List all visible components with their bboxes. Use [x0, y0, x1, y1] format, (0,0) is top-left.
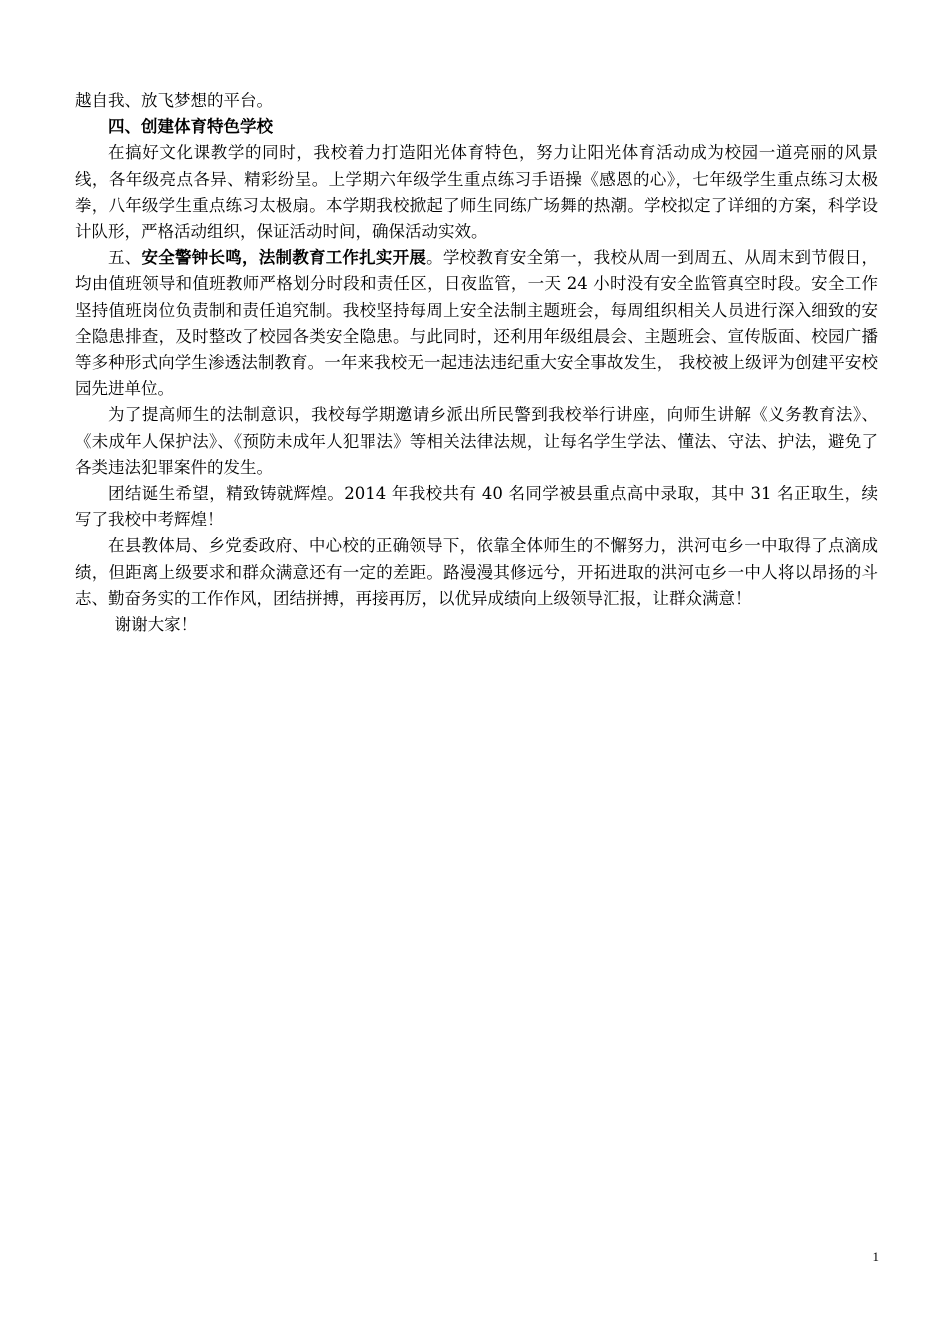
document-body — [75, 88, 878, 638]
paragraph-thanks: 谢谢大家！ — [114, 615, 198, 635]
paragraph-conclusion: 在县教体局、乡党委政府、中心校的正确领导下，依靠全体师生的不懈努力，洪河屯乡一中取得了点滴成绩，但距离上级要求和群众满意还有一定的差距。路漫漫其修远兮，开拓进取的洪河屯乡一中人将以昂扬的斗志、勤奋务实的工作作风，团结拼搏，再接再厉，以优异成绩向上级领导汇报，让群众满意！ — [75, 536, 878, 608]
paragraph-exam-results: 团结诞生希望，精致铸就辉煌。2014 年我校共有 40 名同学被县重点高中录取，其中 31 名正取生，续写了我校中考辉煌！ — [75, 484, 878, 530]
paragraph-safety — [75, 245, 878, 402]
paragraph-legal-lectures: 为了提高师生的法制意识，我校每学期邀请乡派出所民警到我校举行讲座，向师生讲解《义务教育法》、《未成年人保护法》、《预防未成年人犯罪法》等相关法律法规，让每名学生学法、懂法、守法、护法，避免了各类违法犯罪案件的发生。 — [75, 405, 878, 477]
safety-body: 。学校教育安全第一，我校从周一到周五、从周末到节假日，均由值班领导和值班教师严格划分时段和责任区，日夜监管，一天 24 小时没有安全监管真空时段。安全工作坚持值班岗位负责制和责任追究制。我校坚持每周上安全法制主题班会，每周组织相关人员进行深入细致的安全隐患排查，及时整改了校园各类安全隐患。与此同时，还利用年级组晨会、主题班会、宣传版面、校园广播等多种形式向学生渗透法制教育。一年来我校无一起违法违纪重大安全事故发生， 我校被上级评为创建平安校园先进单位。 — [75, 248, 879, 399]
section-heading-sports: 四、创建体育特色学校 — [108, 117, 273, 137]
section-heading-safety: 安全警钟长鸣，法制教育工作扎实开展 — [141, 248, 427, 268]
page-number: 1 — [872, 1249, 879, 1264]
paragraph-sports: 在搞好文化课教学的同时，我校着力打造阳光体育特色，努力让阳光体育活动成为校园一道亮丽的风景线，各年级亮点各异、精彩纷呈。上学期六年级学生重点练习手语操《感恩的心》，七年级学生重点练习太极拳，八年级学生重点练习太极扇。本学期我校掀起了师生同练广场舞的热潮。学校拟定了详细的方案，科学设计队形，严格活动组织，保证活动时间，确保活动实效。 — [75, 143, 878, 242]
paragraph-continuation: 越自我、放飞梦想的平台。 — [75, 91, 273, 110]
safety-prefix: 五、 — [108, 248, 142, 268]
